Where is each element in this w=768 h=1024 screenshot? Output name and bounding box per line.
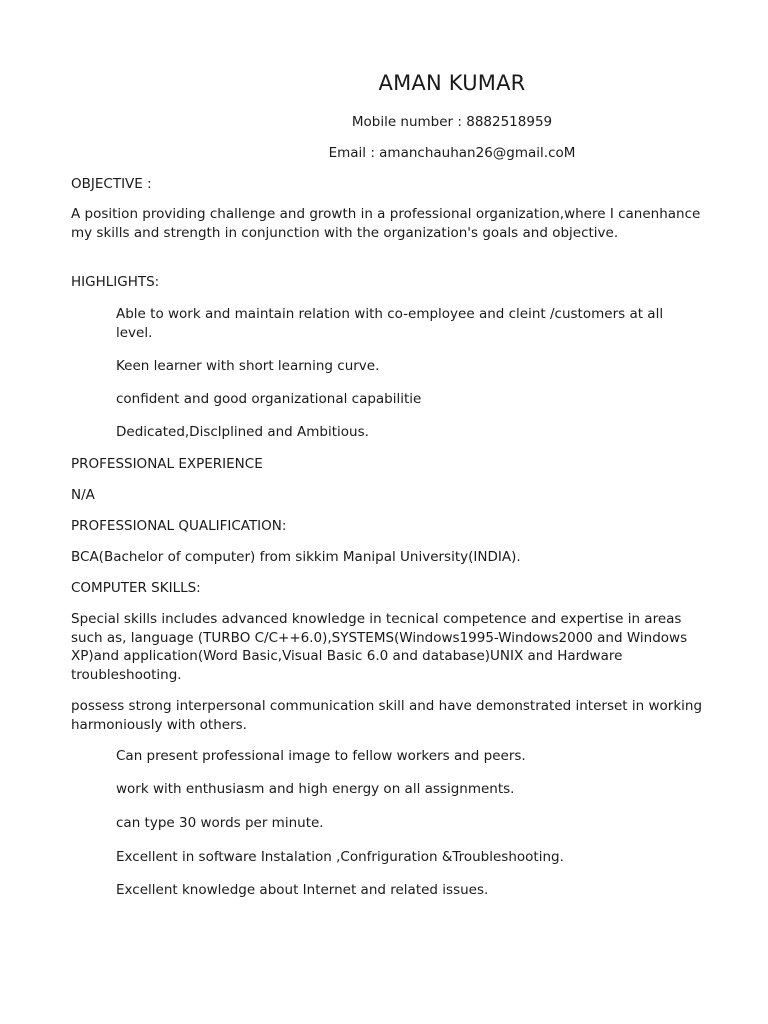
candidate-name: AMAN KUMAR <box>378 71 526 95</box>
highlight-item: Keen learner with short learning curve. <box>116 358 380 374</box>
objective-text: A position providing challenge and growth in a professional organization,where I canenhance my skills and strength in conjunction with the organization's goals and objective. <box>71 206 701 241</box>
skills-heading: COMPUTER SKILLS: <box>71 580 201 596</box>
skills-paragraph: Special skills includes advanced knowledge in tecnical competence and expertise in areas such as, language (TURBO C/C++6.0),SYSTEMS(Windows1995-Windows2000 and Windows XP)and application(Word Basic,Visual Basic 6.0 and database)UNIX and Hardware troubleshooting. <box>71 611 688 683</box>
skill-item: can type 30 words per minute. <box>116 815 324 831</box>
qualification-heading: PROFESSIONAL QUALIFICATION: <box>71 518 287 534</box>
highlight-item: Able to work and maintain relation with co-employee and cleint /customers at all level. <box>116 306 664 341</box>
experience-heading: PROFESSIONAL EXPERIENCE <box>71 456 263 472</box>
skill-item: work with enthusiasm and high energy on all assignments. <box>116 781 515 797</box>
skill-item: Excellent knowledge about Internet and related issues. <box>116 882 489 898</box>
qualification-text: BCA(Bachelor of computer) from sikkim Manipal University(INDIA). <box>71 549 521 565</box>
highlights-heading: HIGHLIGHTS: <box>71 274 160 290</box>
highlight-item: Dedicated,Disclplined and Ambitious. <box>116 424 369 440</box>
skill-item: Can present professional image to fellow workers and peers. <box>116 748 526 764</box>
highlight-item: confident and good organizational capabilitie <box>116 391 422 407</box>
skill-item: Excellent in software Instalation ,Confriguration &Troubleshooting. <box>116 849 564 865</box>
objective-heading: OBJECTIVE : <box>71 176 152 192</box>
email-address: Email : amanchauhan26@gmail.coM <box>328 145 576 161</box>
skills-paragraph: possess strong interpersonal communication skill and have demonstrated interset in working harmoniously with others. <box>71 698 703 733</box>
experience-text: N/A <box>71 487 95 503</box>
mobile-number: Mobile number : 8882518959 <box>351 114 553 130</box>
